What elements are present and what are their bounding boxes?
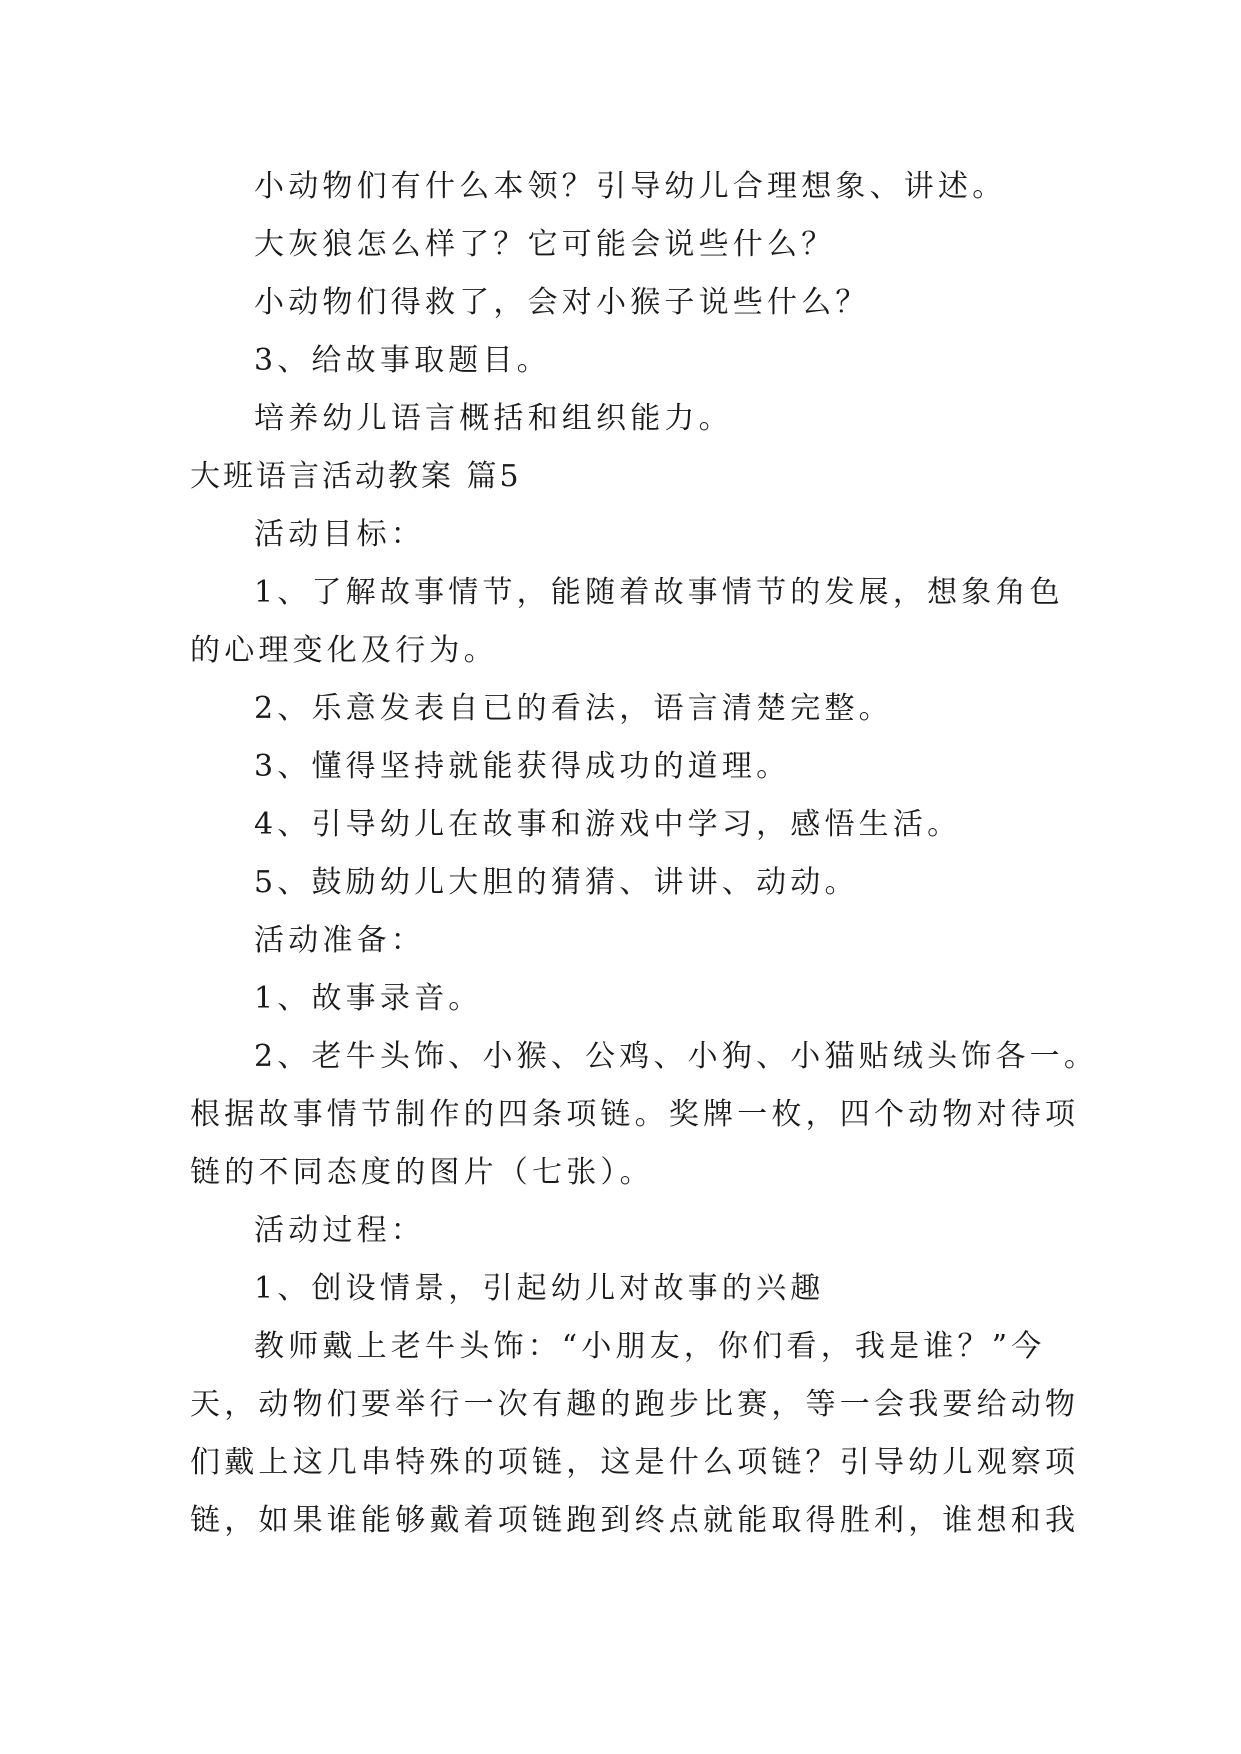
- subheading-process: 活动过程：: [254, 1213, 425, 1248]
- paragraph-line: 链，如果谁能够戴着项链跑到终点就能取得胜利，谁想和我: [190, 1503, 1080, 1538]
- paragraph-line: 天，动物们要举行一次有趣的跑步比赛，等一会我要给动物: [190, 1387, 1080, 1422]
- document-body: [190, 158, 1099, 1550]
- paragraph-line: 2、老牛头饰、小猴、公鸡、小狗、小猫贴绒头饰各一。: [254, 1039, 1099, 1074]
- subheading-objectives: 活动目标：: [254, 517, 425, 552]
- section-heading: 大班语言活动教案 篇5: [190, 459, 522, 494]
- paragraph-line: 根据故事情节制作的四条项链。奖牌一枚，四个动物对待项: [190, 1097, 1080, 1132]
- paragraph-line: 的心理变化及行为。: [190, 633, 498, 668]
- paragraph-line: 5、鼓励幼儿大胆的猜猜、讲讲、动动。: [254, 865, 859, 900]
- paragraph-line: 们戴上这几串特殊的项链，这是什么项链？引导幼儿观察项: [190, 1445, 1080, 1480]
- paragraph-line: 1、创设情景，引起幼儿对故事的兴趣: [254, 1271, 825, 1306]
- paragraph-line: 小动物们有什么本领？引导幼儿合理想象、讲述。: [254, 169, 1007, 204]
- paragraph-line: 教师戴上老牛头饰：“小朋友，你们看，我是谁？”今: [254, 1329, 1046, 1364]
- paragraph-line: 4、引导幼儿在故事和游戏中学习，感悟生活。: [254, 807, 962, 842]
- paragraph-line: 大灰狼怎么样了？它可能会说些什么？: [254, 227, 836, 262]
- paragraph-line: 1、故事录音。: [254, 981, 483, 1016]
- paragraph-line: 培养幼儿语言概括和组织能力。: [254, 401, 733, 436]
- paragraph-line: 小动物们得救了，会对小猴子说些什么？: [254, 285, 870, 320]
- paragraph-line: 1、了解故事情节，能随着故事情节的发展，想象角色: [254, 575, 1064, 610]
- paragraph-line: 3、给故事取题目。: [254, 343, 551, 378]
- subheading-preparation: 活动准备：: [254, 923, 425, 958]
- paragraph-line: 2、乐意发表自已的看法，语言清楚完整。: [254, 691, 893, 726]
- paragraph-line: 3、懂得坚持就能获得成功的道理。: [254, 749, 791, 784]
- paragraph-line: 链的不同态度的图片（七张）。: [190, 1155, 654, 1190]
